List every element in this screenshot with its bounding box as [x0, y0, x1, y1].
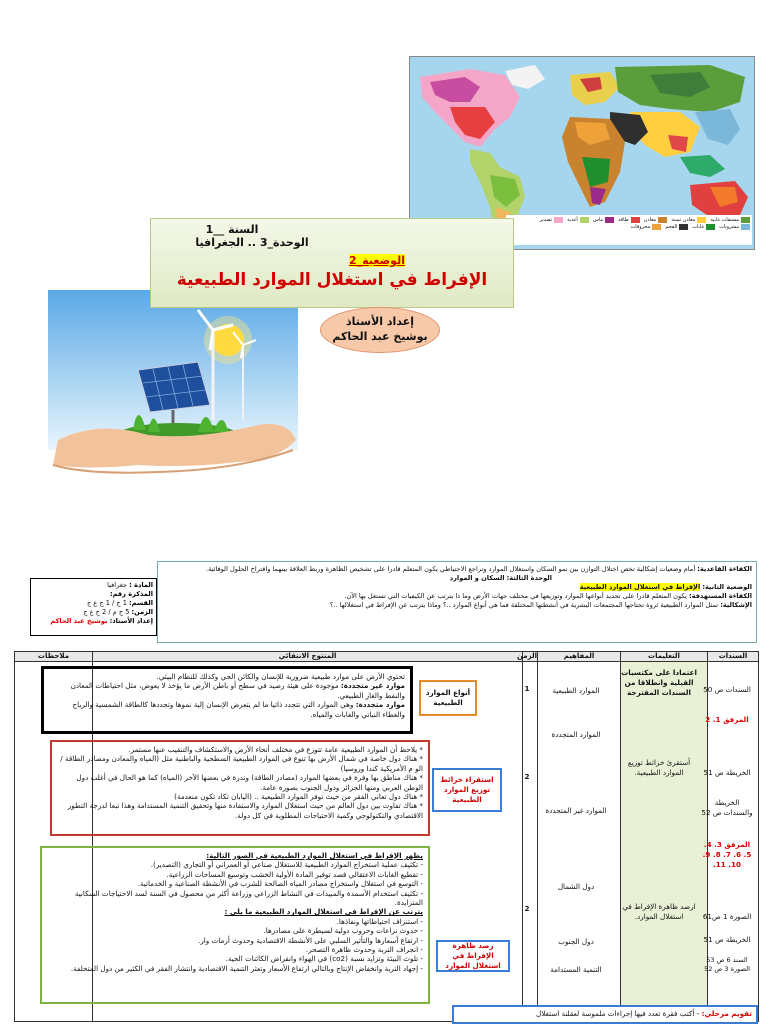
box3-item: - ارتفاع أسعارها والتأثير السلبي على الأنشطة الاقتصادية وحدوث أزمات وار. [198, 935, 423, 945]
box2-text: * يلاحظ أن الموارد الطبيعية عامة تتوزع في مختلف أنحاء الأرض والاستكشاف والتنقيب عنها مستمر. [128, 745, 423, 754]
eval-label: تقويم مرحلي: [701, 1009, 752, 1018]
problem-statement [162, 601, 752, 610]
box1-term: موارد غير متجددة: [340, 681, 405, 691]
info-subject [34, 581, 153, 590]
table-header-row [15, 652, 759, 662]
header-label: الوضعية الثانية: [702, 583, 752, 591]
info-label: الزمن: [131, 608, 153, 616]
col-header: التعليمات [621, 652, 708, 662]
col-header: المفاهيم [538, 652, 621, 662]
legend-label: غابات [692, 224, 705, 230]
concept-1: الموارد الطبيعية [552, 686, 600, 695]
box2-text: * هناك تفاوت بين دول العالم من حيث استغلال الموارد والاستفادة منها وتحقيق التنمية المستدامة وهذا تبعا لدرجة التطور الاقتصادي والتكنولوجي وكمية الاحتياجات المطلوبة في كل دولة. [67, 801, 423, 820]
header-label: الكفاءة المستهدفة: [688, 592, 752, 600]
legend-item [710, 217, 750, 223]
box2-text: * هناك دول خاصة في شمال الأرض بها تنوع في الموارد الطبيعية السطحية والباطنية مثل (المياه والمعادن ومصادر الطاقة / الو م الأمريكية كندا وروسيا) [60, 754, 423, 773]
renewable-energy-illustration [38, 290, 302, 498]
col-header: الزمن [516, 652, 537, 660]
box1-term: موارد متجددة: [355, 700, 405, 710]
source-1: السندات ص 50 [703, 685, 751, 694]
resource-distribution-box [50, 740, 430, 836]
header-text: يكون المتعلم قادرا على تحديد أنواعها الموارد وتوزيعها في مختلف جهات الأرض وما ذا يترتب عن الكيفيات التي تستغل بها الآن. [344, 592, 687, 600]
teacher-label: إعداد الأستاذ [346, 315, 414, 328]
info-label: القسم: [129, 599, 153, 607]
appendix-2: المرفق 3. 4. 5. 6. 7. 8. 9. 10. 11. [702, 840, 752, 869]
header-label: الوحدة الثالثة: [506, 574, 552, 582]
info-value: بوشيخ عبد الحاكم [50, 617, 108, 625]
box1-def: وهي الموارد التي تتجدد ذاتيا ما لم يتعرض الإنسان إلية نموها وتجددها كالطاقة الشمسية والرياح والغطاء النباتي والغابات والمياه. [72, 700, 405, 719]
info-value: جغرافيا [107, 581, 128, 589]
info-label: المادة : [129, 581, 153, 589]
teacher-badge [320, 307, 440, 353]
col-header: المنتوج الانتقائي [93, 652, 523, 662]
legend-label: أغذية [567, 217, 578, 223]
source-2: الخريطة ص 51 [703, 768, 751, 777]
box3-item: - تقطيع الغابات الاعتقالي قصد توفير المادة الأولية الخشب وتوسيع المساحات الزراعية. [166, 869, 423, 879]
info-time [34, 608, 153, 617]
header-label: الإشكالية: [720, 601, 752, 609]
source-3: الخريطة والسندات ص 52 [701, 798, 753, 817]
box1-renewable [49, 700, 405, 719]
target-competency [162, 592, 752, 601]
box3-heading: يظهر الإفراط في استغلال الموارد الطبيعية في الصور التالية: [206, 851, 423, 860]
lesson-title: الإفراط في استغلال الموارد الطبيعية [176, 270, 488, 290]
legend-item [593, 217, 614, 223]
unit-label: الوحدة_3 .. الجغرافيا [195, 236, 309, 249]
situation-label: الوضعية_2 [349, 254, 405, 267]
legend-label: الفحم [665, 224, 678, 230]
instruction-3: ارصد ظاهرة الإفراط في استغلال الموارد. [622, 902, 696, 921]
concept-3: الموارد غير المتجددة [545, 806, 607, 815]
instruction-2: أستقرئ خرائط توزيع الموارد الطبيعية. [627, 758, 691, 777]
header-text: الإفراط في استغلال الموارد الطبيعية [579, 583, 701, 591]
legend-item [631, 224, 662, 230]
col-header: السندات [708, 652, 759, 662]
concept-6: التنمية المستدامة [550, 965, 602, 974]
time-3: 2 [524, 904, 530, 913]
info-memo [34, 590, 153, 599]
box2-text: * هناك مناطق بها وفرة في بعضها الموارد (مصادر الطاقة) وندرة في بعضها الآخر (المياه) كما هو الحال في أغلب دول الوطن العربي ومنها الجزائر ودول الجنوب بصورة عامة. [76, 773, 423, 792]
concept-4: دول الشمال [557, 882, 595, 891]
box3-item: - انجراف التربة وحدوث ظاهرة التصحر. [305, 945, 423, 955]
box3-item: - تكثيف استخدام الأسمدة والمبيدات في النشاط الزراعي وزراعة أكثر من محصول في السنة لسد الاحتياجات السكانية المتزايدة. [74, 888, 423, 908]
situation-line [162, 583, 752, 592]
legend-item [540, 217, 564, 223]
legend-label: ماس [592, 217, 604, 223]
box2-text: * هناك دول تعاني الفقر من حيث توفر الموارد الطبيعية .. (اليابان تكاد تكون منعدمة) [174, 792, 423, 802]
legend-label: تصدير [539, 217, 553, 223]
box3-item: - تلوث البيئة وتزايد نسبة (co2) في الهواء وانقراض الكائنات الحية. [225, 954, 423, 964]
time-1: 1 [524, 684, 530, 693]
info-teacher [34, 617, 153, 626]
concept-5: دول الجنوب [558, 937, 594, 946]
tag-resource-types: أنواع الموارد الطبيعية [419, 680, 477, 716]
legend-item [665, 224, 688, 230]
source-7: الصورة 3 ص 52 [704, 965, 750, 973]
unit-line [162, 574, 552, 583]
header-text: السكان و الموارد [449, 574, 505, 582]
legend-item [719, 224, 750, 230]
taalimat-cell [621, 662, 708, 1022]
tag-overexploitation: رصد ظاهرة الإفراط في استغلال الموارد [436, 940, 510, 972]
teacher-name: بوشيخ عبد الحاكم [332, 330, 428, 343]
box3-item: - إجهاد التربة وانخفاض الإنتاج وبالتالي ارتفاع الأسعار وتعثر التنمية الاقتصادية وانتشار الفقر في الكثير من دول المتخلفة. [70, 963, 423, 973]
concept-2: الموارد المتجددة [551, 730, 601, 739]
legend-label: مشتقات غابية [710, 217, 739, 223]
info-label: المذكرة رقم: [109, 590, 153, 598]
year-label: السنة __1 [205, 223, 259, 236]
box3-heading: يترتب عن الإفراط في استغلال الموارد الطبيعية ما يلي : [224, 907, 423, 917]
lesson-info-box [30, 578, 157, 636]
lesson-title-box [150, 218, 514, 308]
info-label: إعداد الأستاذ: [109, 617, 153, 625]
overexploitation-box [40, 846, 430, 1004]
legend-item [567, 217, 589, 223]
box1-def: موجودة على هيئة رصيد في سطح أو باطن الأرض ما يؤخذ لا يعوض، مثل احتياطات المعادن والنفط والغاز الطبيعي. [70, 681, 405, 700]
source-5: الخريطة ص 51 [703, 935, 751, 944]
source-6: السند 6 ص 53 [706, 956, 748, 964]
legend-label: محروقات [630, 224, 651, 230]
source-4: الصورة 1 ص61 [702, 912, 752, 921]
header-text: تمثل الموارد الطبيعية ثروة تحتاجها المجتمعات البشرية في أنشطتها المختلفة فما هي أنواع الموارد ..؟ وماذا يترتب عن الإفراط في استغلالها ..؟ [329, 601, 719, 609]
evaluation-box [452, 1005, 758, 1024]
legend-label: معادن [643, 217, 657, 223]
instruction-1: اعتمادا على مكتسبات القبلية وانطلاقا من السندات المقترحة [621, 668, 697, 697]
box1-text: تحتوي الأرض على موارد طبيعية ضرورية للإنسان والكائن الحي وكذلك للنظام البيئي. [156, 672, 405, 681]
resource-types-box [41, 666, 413, 734]
box3-item: - حدوث نزاعات وحروب دولية لسيطرة على مصادرها. [263, 926, 423, 936]
base-competency [162, 565, 752, 574]
map-legend [506, 215, 752, 245]
legend-item [618, 217, 640, 223]
legend-label: طاقة [618, 217, 629, 223]
legend-item [692, 224, 715, 230]
header-label: الكفاءة القاعدية: [697, 565, 752, 573]
competency-header-box [157, 561, 757, 643]
eval-text: - أكتب فقرة تعدد فيها إجراءات ملموسة لعقلنة استغلال [536, 1009, 700, 1018]
legend-label: مشروبات [719, 224, 739, 230]
box3-item: - تكثيف عملية استخراج الموارد الطبيعية للاستغلال صناعي أو العمراني أو التجاري (التصدير). [150, 860, 423, 870]
box3-item: - استنزاف احتياطاتها ونفاذها. [336, 916, 423, 926]
info-value: 1 ج / 1 ج ع ج [86, 599, 127, 607]
legend-label: معادن ثمينة [671, 217, 696, 223]
tag-distribution: استقراء خرائط توزيع الموارد الطبيعية [432, 768, 502, 812]
box1-nonrenewable [49, 681, 405, 700]
col-header: ملاحظات [15, 652, 93, 662]
box3-item: - التوسع في استغلال واستخراج مصادر المياه الصالحة للشرب في الأنشطة الصناعية و الخدماتية. [137, 879, 423, 889]
legend-item [644, 217, 668, 223]
header-text: أمام وضعيات إشكالية تخص اختلال التوازن بين نمو السكان واستغلال الموارد وتراجع الاحتياطي يكون المتعلم قادرا على تشخيص الظاهرة وربط العلاقة بينهما واقتراح الحلول الوقائية. [206, 565, 696, 573]
time-2: 2 [524, 772, 530, 781]
info-value: 5 ج م / 2 ج ع ج [83, 608, 130, 616]
legend-item [671, 217, 706, 223]
info-class [34, 599, 153, 608]
appendix-1: المرفق 1. 2 [705, 715, 749, 724]
